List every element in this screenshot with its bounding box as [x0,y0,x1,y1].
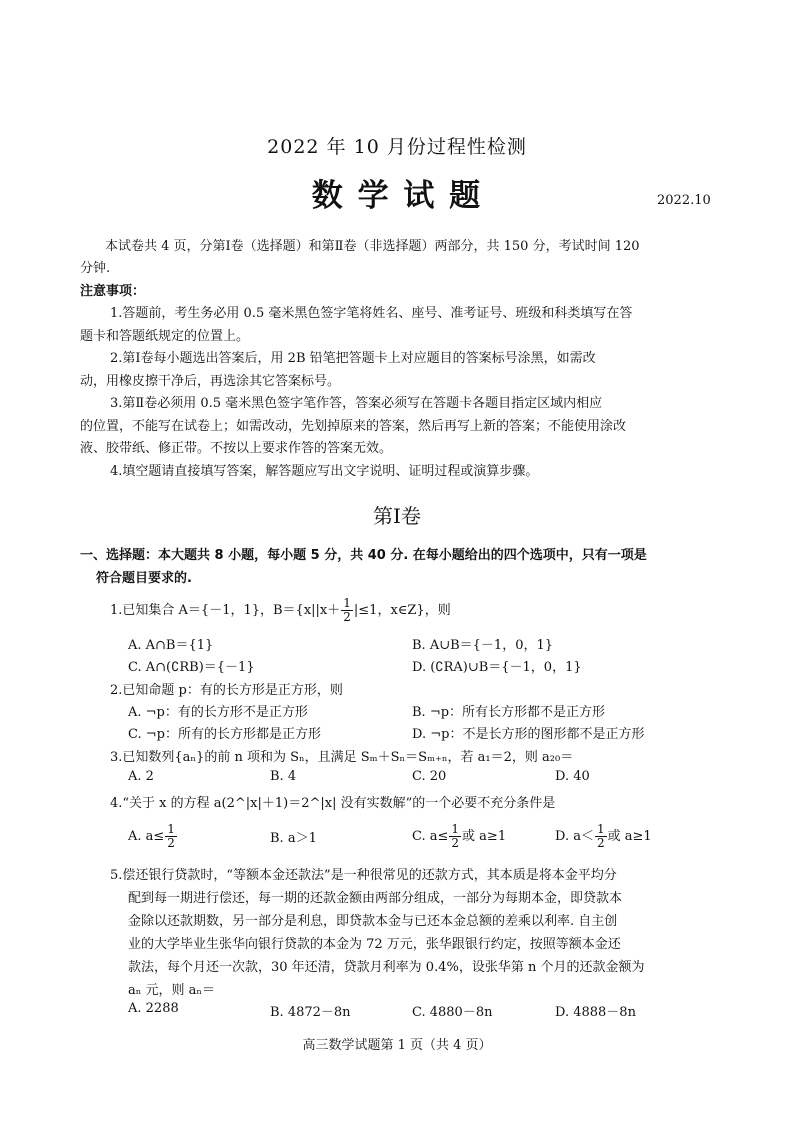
q4-option-d-tail: 或 a≥1 [607,829,652,844]
q5-line-1: 5.偿还银行贷款时，“等额本金还款法”是一种很常见的还款方式，其本质是将本金平均分 [110,868,617,883]
q3-option-d: D. 40 [555,769,590,784]
q5-option-b: B. 4872－8n [270,1005,351,1020]
q1-fraction-num: 1 [343,596,351,610]
notice-1-line-2: 题卡和答题纸规定的位置上。 [80,329,250,344]
q4-option-d-text: D. a＜ [555,829,594,844]
q2-option-c: C. ¬p：所有的长方形都是正方形 [128,727,321,742]
section-title: 第Ⅰ卷 [373,504,421,528]
q4-option-a [128,823,178,850]
q4-d-fraction-num: 1 [596,822,605,836]
q4-c-fraction-den: 2 [451,836,460,850]
q5-option-d: D. 4888－8n [555,1005,636,1020]
q3-option-c: C. 20 [412,769,447,784]
notice-4-line-1: 4.填空题请直接填写答案，解答题应写出文字说明、证明过程或演算步骤。 [110,464,539,479]
q4-a-fraction-num: 1 [167,822,175,836]
q5-option-c: C. 4880－8n [412,1005,493,1020]
notice-2-line-1: 2.第Ⅰ卷每小题选出答案后，用 2B 铅笔把答题卡上对应题目的答案标号涂黑，如需改 [110,351,596,366]
notice-1-line-1: 1.答题前，考生务必用 0.5 毫米黑色签字笔将姓名、座号、准考证号、班级和科类填写在答 [110,306,633,321]
q4-option-c-tail: 或 a≥1 [462,829,507,844]
q3-stem: 3.已知数列{aₙ}的前 n 项和为 Sₙ，且满足 Sₘ＋Sₙ＝Sₘ₊ₙ，若 a₁＝2，则 a₂₀＝ [110,750,574,765]
q2-option-a: A. ¬p：有的长方形不是正方形 [128,705,308,720]
notice-3-line-1: 3.第Ⅱ卷必须用 0.5 毫米黑色签字笔作答，答案必须写在答题卡各题目指定区域内相应 [110,396,603,411]
section-instructions-line-1: 一、选择题：本大题共 8 小题，每小题 5 分，共 40 分. 在每小题给出的四个选项中，只有一项是 [80,548,647,563]
q1-fraction-den: 2 [343,610,351,624]
q4-option-c [412,823,506,850]
q5-option-a: A. 2288 [128,1001,179,1016]
subject-title: 数 学 试 题 [311,178,483,214]
notice-3-line-2: 的位置，不能写在试卷上；如需改动，先划掉原来的答案，然后再写上新的答案；不能使用涂改 [80,419,627,434]
q4-stem: 4.“关于 x 的方程 a(2^|x|＋1)＝2^|x| 没有实数解”的一个必要不充分条件是 [110,796,556,811]
q1-option-a: A. A∩B＝{1} [128,638,214,653]
q4-d-fraction [595,823,607,850]
q2-option-b: B. ¬p：所有长方形都不是正方形 [412,705,606,720]
notice-heading: 注意事项： [80,284,146,299]
intro-line-2: 分钟. [80,261,111,276]
q3-option-a: A. 2 [128,769,154,784]
q1-fraction [341,597,353,624]
q5-line-4: 业的大学毕业生张华向银行贷款的本金为 72 万元，张华跟银行约定，按照等额本金还 [128,937,621,952]
q3-option-b: B. 4 [270,769,297,784]
q4-a-fraction [165,823,177,850]
q4-option-c-text: C. a≤ [412,829,449,844]
section-instructions-line-2: 符合题目要求的. [96,571,192,586]
q2-stem: 2.已知命题 p：有的长方形是正方形，则 [110,683,343,698]
q1-option-d: D. (∁RA)∪B＝{－1，0，1} [412,660,582,675]
intro-line-1: 本试卷共 4 页，分第Ⅰ卷（选择题）和第Ⅱ卷（非选择题）两部分，共 150 分，考试时间 120 [105,239,640,254]
q5-line-5: 款法，每个月还一次款，30 年还清，贷款月利率为 0.4%，设张华第 n 个月的还款金额为 [128,960,645,975]
q4-option-d [555,823,652,850]
q5-line-6: aₙ 元，则 aₙ＝ [128,983,216,998]
q4-option-b: B. a＞1 [270,831,317,846]
q4-a-fraction-den: 2 [167,836,175,850]
q4-option-a-text: A. a≤ [128,829,165,844]
notice-3-line-3: 液、胶带纸、修正带。不按以上要求作答的答案无效。 [80,441,393,456]
q5-line-2: 配到每一期进行偿还，每一期的还款金额由两部分组成，一部分为每期本金，即贷款本 [128,891,623,906]
q1-option-b: B. A∪B＝{－1，0，1} [412,638,554,653]
q1-stem [110,597,451,624]
q1-stem-tail: |≤1，x∈Z}，则 [353,603,451,618]
q1-stem-text: 1.已知集合 A＝{－1，1}，B＝{x||x＋ [110,603,341,618]
notice-2-line-2: 动，用橡皮擦干净后，再选涂其它答案标号。 [80,374,341,389]
q1-option-c: C. A∩(∁RB)＝{－1} [128,660,255,675]
q4-c-fraction [449,823,461,850]
q5-line-3: 金除以还款期数，另一部分是利息，即贷款本金与已还本金总额的差乘以利率. 自主创 [128,914,618,929]
q4-d-fraction-den: 2 [596,836,605,850]
page-footer: 高三数学试题第 1 页（共 4 页） [302,1038,492,1053]
exam-title: 2022 年 10 月份过程性检测 [267,136,527,158]
q2-option-d: D. ¬p：不是长方形的图形都不是正方形 [412,727,645,742]
q4-c-fraction-num: 1 [451,822,460,836]
exam-date: 2022.10 [657,193,711,208]
